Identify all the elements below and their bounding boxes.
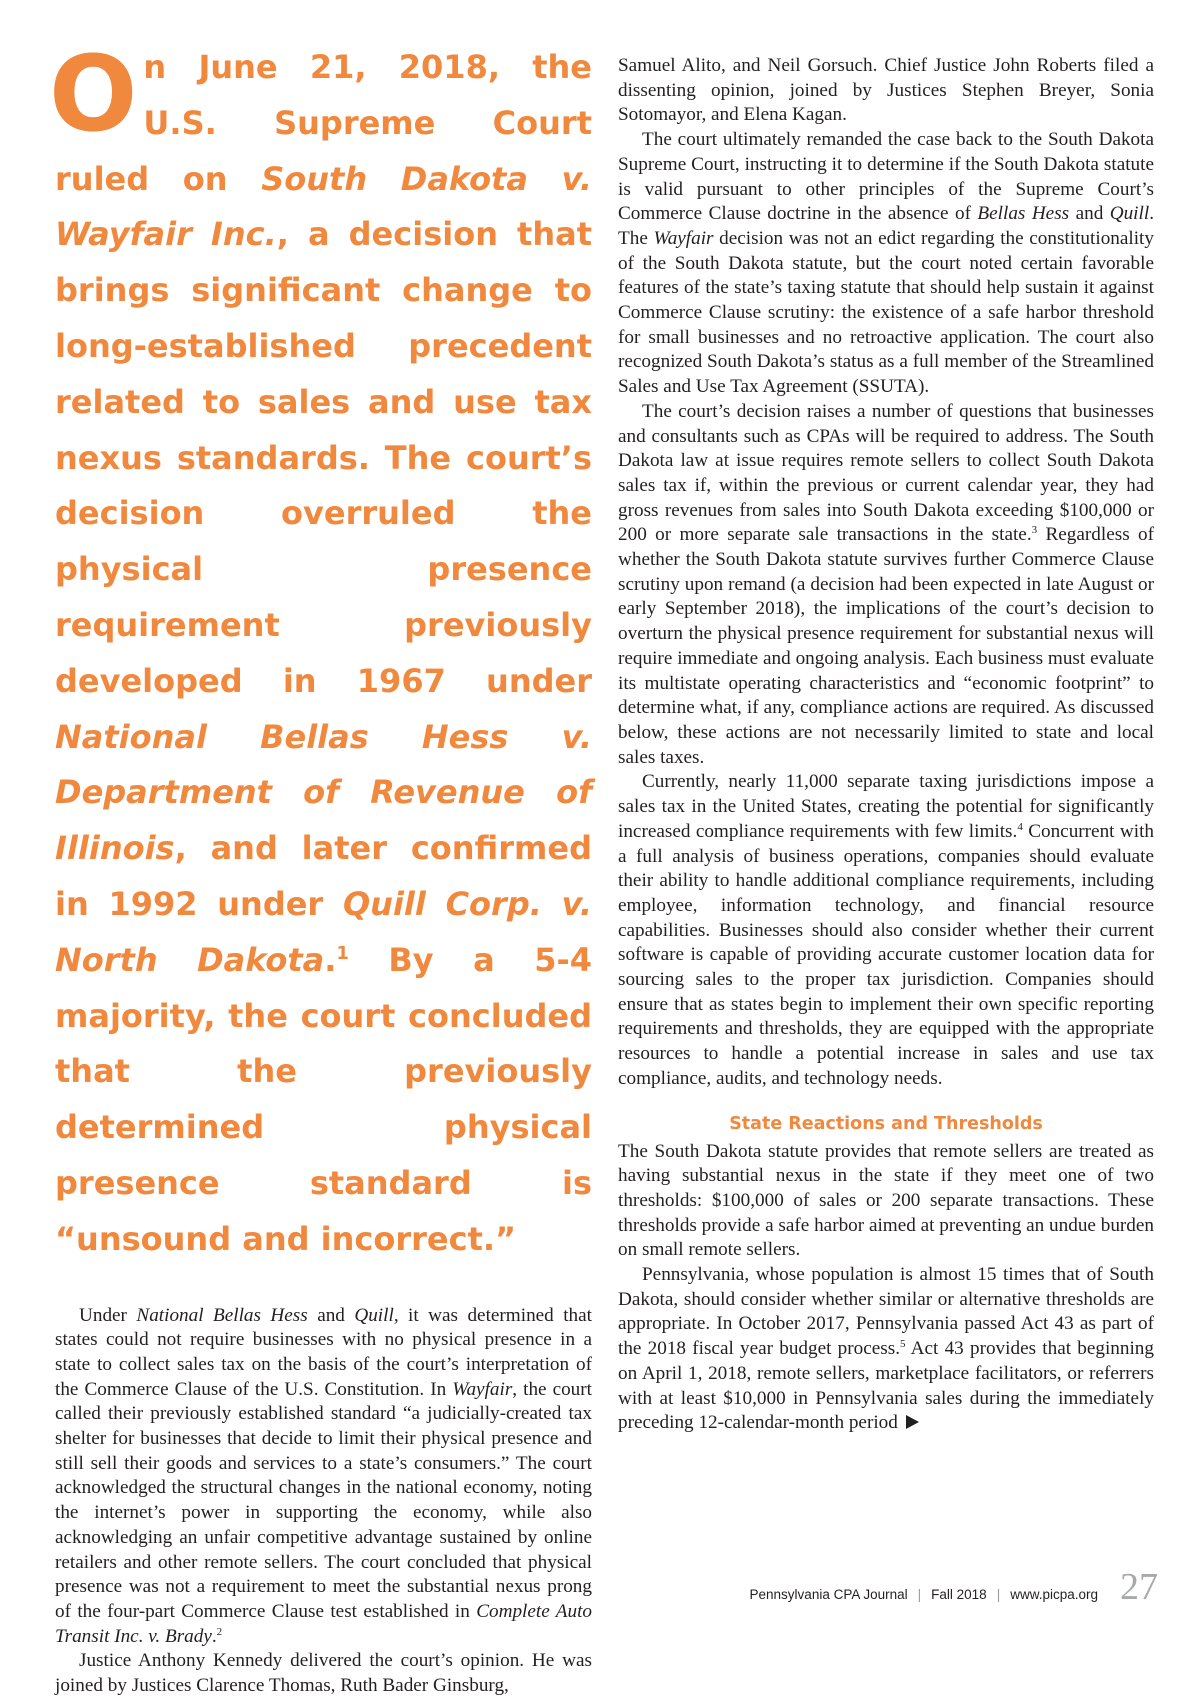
section-heading: State Reactions and Thresholds [729,1113,1043,1134]
left-column [49,33,593,1699]
page-footer [750,1568,1158,1606]
footnote-marker: 1 [336,942,349,964]
case-name: National Bellas Hess v. Department of Revenue of Illinois [55,717,592,868]
footnote-marker: 4 [1017,820,1023,833]
case-name: Quill Corp. v. North Dakota [55,884,593,979]
divider: | [996,1587,1001,1602]
right-column [618,54,1154,1436]
body-paragraph: The court’s decision raises a number of questions that businesses and consultants such as CPAs will be required to address. The South Dakota law at issue requires remote sellers to collect South Dakota sales tax if, within the previous or current calendar year, they had gross revenues from sales into South Dakota exceeding $100,000 or 200 or more separate sale transactions in the state.$^3$ Regardless of whether the South Dakota statute survives further Commerce Clause scrutiny upon remand (a decision had been expected in late August or early September 2018), the implications of the court’s decision to overturn the physical presence requirement for substantial nexus will require immediate and ongoing analysis. Each business must evaluate its multistate operating characteristics and “economic footprint” to determine what, if any, compliance actions are required. As discussed below, these actions are not necessarily limited to state and local sales taxes. [618,400,1154,768]
body-paragraph: The court ultimately remanded the case back to the South Dakota Supreme Court, instructing it to determine if the South Dakota statute is valid pursuant to other principles of the Supreme Court’s Commerce Clause doctrine in the absence of Bellas Hess and Quill. The Wayfair decision was not an edict regarding the constitutionality of the South Dakota statute, but the court noted certain favorable features of the state’s taxing statute that should help sustain it against Commerce Clause scrutiny: the existence of a safe harbor threshold for small businesses and no retroactive application. The court also recognized South Dakota’s status as a full member of the Streamlined Sales and Use Tax Agreement (SSUTA). [618,129,1154,398]
body-paragraph: The South Dakota statute provides that remote sellers are treated as having substantial nexus in the state if they meet one of two thresholds: $100,000 of sales or 200 separate transactions. These thresholds provide a safe harbor aimed at preventing an undue burden on small remote sellers. [618,1140,1155,1261]
body-paragraph: Under National Bellas Hess and Quill, it was determined that states could not require businesses with no physical presence in a state to collect sales tax on the basis of the court’s interpretation of the Commerce Clause of the U.S. Constitution. In Wayfair, the court called their previously established standard “a judicially-created tax shelter for businesses that decide to limit their physical presence and still sell their goods and services to a state’s consumers.” The court acknowledged the structural changes in the national economy, noting the internet’s power in supporting the economy, while also acknowledging an unfair competitive advantage sustained by online retailers and other remote sellers. The court concluded that physical presence was not a requirement to meet the substantial nexus prong of the four-part Commerce Clause test established in Complete Auto Transit Inc. v. Brady.$^2$ [55,1304,592,1647]
journal-name: Pennsylvania CPA Journal [749,1587,908,1602]
divider: | [917,1587,922,1602]
website-link[interactable]: www.picpa.org [1010,1587,1098,1602]
footnote-marker: 2 [216,1625,223,1638]
body-paragraph: Pennsylvania, whose population is almost 15 times that of South Dakota, should consider whether similar or alternative thresholds are appropriate. In October 2017, Pennsylvania passed Act 43 as part of the 2018 fiscal year budget process.$^5$ Act 43 provides that beginning on April 1, 2018, remote sellers, marketplace facilitators, or referrers with at least $10,000 in Pennsylvania sales during the immediately preceding 12-calendar-month period [618,1264,1154,1434]
issue-label: Fall 2018 [931,1587,987,1602]
case-name: South Dakota v. Wayfair Inc. [55,159,592,254]
body-paragraph: Justice Anthony Kennedy delivered the court’s opinion. He was joined by Justices Clarence Thomas, Ruth Bader Ginsburg, [55,1650,592,1697]
page-number: 27 [1120,1566,1158,1608]
right-triangle-icon [906,1415,919,1429]
footnote-marker: 5 [900,1338,906,1351]
drop-cap: O [49,33,138,155]
footnote-marker: 3 [1031,524,1038,537]
body-paragraph: Currently, nearly 11,000 separate taxing jurisdictions impose a sales tax in the United States, creating the potential for significantly increased compliance requirements with few limits.$^4$ Concurrent with a full analysis of business operations, companies should evaluate their ability to handle additional compliance requirements, including employee, information technology, and financial resource capabilities. Businesses should also consider whether their current software is capable of providing accurate customer location data for sourcing sales to the proper tax jurisdiction. Companies should ensure that as states begin to implement their own specific reporting requirements and thresholds, they are equipped with the appropriate resources to handle a potential increase in sales and use tax compliance, audits, and technology needs. [618,771,1154,1089]
lead-paragraph: On June 21, 2018, the U.S. Supreme Court ruled on South Dakota v. Wayfair Inc., a decision that brings significant change to long-established precedent related to sales and use tax nexus standards. The court’s decision overruled the physical presence requirement previously developed in 1967 under National Bellas Hess v. Department of Revenue of Illinois, and later confirmed in 1992 under Quill Corp. v. North Dakota.$^1$ By a 5-4 majority, the court concluded that the previously determined physical presence standard is “unsound and incorrect.” [49,33,593,1258]
body-paragraph: Samuel Alito, and Neil Gorsuch. Chief Justice John Roberts filed a dissenting opinion, joined by Justices Stephen Breyer, Sonia Sotomayor, and Elena Kagan. [618,55,1154,126]
